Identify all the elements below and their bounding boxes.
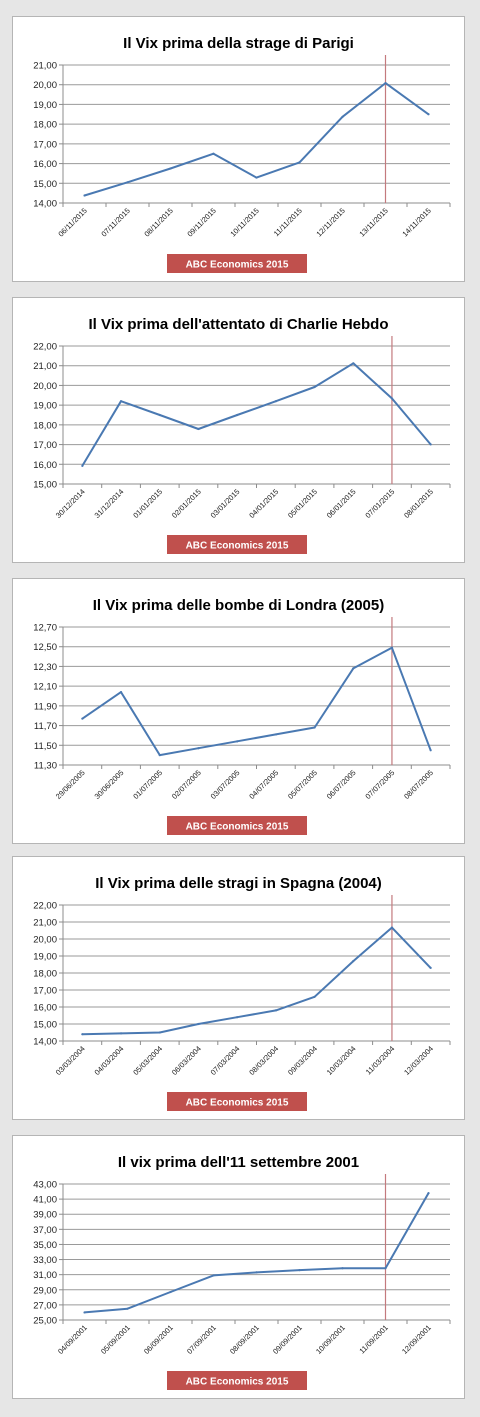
x-tick-label: 07/07/2005	[363, 768, 397, 801]
chart-svg	[13, 579, 464, 843]
data-point	[430, 967, 432, 969]
y-tick-label: 21,00	[33, 917, 57, 929]
y-tick-label: 16,00	[33, 459, 57, 471]
chart-panel-september-11	[12, 1135, 465, 1399]
x-tick-label: 10/03/2004	[324, 1044, 358, 1077]
x-tick-label: 08/07/2005	[402, 768, 436, 801]
data-point	[275, 400, 277, 402]
y-tick-label: 31,00	[33, 1270, 57, 1282]
x-tick-label: 05/01/2015	[286, 487, 319, 520]
data-point	[298, 161, 300, 163]
y-tick-label: 41,00	[33, 1194, 57, 1206]
data-point	[81, 1033, 83, 1035]
data-point	[236, 414, 238, 416]
data-point	[313, 726, 315, 728]
data-point	[391, 647, 393, 649]
chart-svg	[13, 17, 464, 281]
y-tick-label: 33,00	[33, 1255, 57, 1267]
x-tick-label: 05/09/2001	[99, 1323, 132, 1356]
data-point	[313, 996, 315, 998]
data-point	[83, 194, 85, 196]
series-line	[82, 363, 430, 466]
y-tick-label: 22,00	[33, 900, 57, 912]
x-tick-label: 30/06/2005	[92, 768, 126, 801]
x-tick-label: 07/11/2015	[99, 206, 132, 239]
watermark-text: ABC Economics 2015	[185, 821, 289, 833]
x-tick-label: 29/06/2005	[53, 768, 87, 801]
chart-title: Il Vix prima delle bombe di Londra (2005)	[92, 597, 385, 614]
x-tick-label: 06/09/2001	[142, 1323, 175, 1356]
x-tick-label: 08/09/2001	[228, 1323, 261, 1356]
y-tick-label: 22,00	[33, 341, 57, 353]
data-point	[352, 362, 354, 364]
y-tick-label: 11,90	[33, 701, 57, 713]
x-tick-label: 06/01/2015	[324, 487, 358, 520]
x-tick-label: 11/11/2015	[271, 206, 304, 239]
watermark-text: ABC Economics 2015	[185, 540, 289, 552]
chart-panel-london	[12, 578, 465, 844]
x-tick-label: 30/12/2014	[53, 487, 87, 520]
data-point	[427, 1192, 429, 1194]
x-tick-label: 05/07/2005	[286, 768, 319, 801]
y-tick-label: 29,00	[33, 1285, 57, 1297]
y-tick-label: 35,00	[33, 1239, 57, 1251]
data-point	[159, 1031, 161, 1033]
y-tick-label: 14,00	[33, 198, 57, 210]
x-tick-label: 11/09/2001	[357, 1323, 390, 1356]
x-tick-label: 03/03/2004	[53, 1044, 87, 1077]
x-tick-label: 07/03/2004	[208, 1044, 242, 1077]
y-tick-label: 11,70	[33, 721, 57, 733]
data-point	[427, 113, 429, 115]
watermark-text: ABC Economics 2015	[185, 1376, 289, 1388]
y-tick-label: 43,00	[33, 1179, 57, 1191]
series-line	[85, 1193, 429, 1312]
data-point	[430, 443, 432, 445]
y-tick-label: 18,00	[33, 968, 57, 980]
data-point	[341, 1267, 343, 1269]
data-point	[391, 397, 393, 399]
data-point	[120, 1032, 122, 1034]
x-tick-label: 06/11/2015	[56, 206, 89, 239]
x-tick-label: 10/09/2001	[314, 1323, 347, 1356]
y-tick-label: 15,00	[33, 178, 57, 190]
data-point	[341, 116, 343, 118]
data-point	[197, 1023, 199, 1025]
data-point	[384, 82, 386, 84]
chart-panel-spain	[12, 856, 465, 1120]
data-point	[236, 740, 238, 742]
x-tick-label: 13/11/2015	[357, 206, 390, 239]
x-tick-label: 06/03/2004	[169, 1044, 203, 1077]
y-tick-label: 17,00	[33, 139, 57, 151]
x-tick-label: 02/07/2005	[169, 768, 203, 801]
x-tick-label: 09/03/2004	[286, 1044, 319, 1077]
y-tick-label: 16,00	[33, 1002, 57, 1014]
data-point	[83, 1311, 85, 1313]
data-point	[255, 1271, 257, 1273]
data-point	[352, 960, 354, 962]
y-tick-label: 39,00	[33, 1209, 57, 1221]
data-point	[275, 733, 277, 735]
x-tick-label: 12/09/2001	[400, 1323, 433, 1356]
chart-svg	[13, 1136, 464, 1398]
x-tick-label: 11/03/2004	[363, 1044, 397, 1077]
y-tick-label: 19,00	[33, 400, 57, 412]
y-tick-label: 12,70	[33, 622, 57, 634]
data-point	[159, 754, 161, 756]
x-tick-label: 03/01/2015	[208, 487, 242, 520]
x-tick-label: 06/07/2005	[324, 768, 358, 801]
x-tick-label: 02/01/2015	[169, 487, 203, 520]
x-tick-label: 10/11/2015	[228, 206, 261, 239]
data-point	[169, 1291, 171, 1293]
y-tick-label: 18,00	[33, 119, 57, 131]
chart-panel-charlie-hebdo	[12, 297, 465, 563]
data-point	[126, 181, 128, 183]
x-tick-label: 14/11/2015	[400, 206, 433, 239]
y-tick-label: 21,00	[33, 361, 57, 373]
x-tick-label: 04/09/2001	[56, 1323, 89, 1356]
chart-panel-paris	[12, 16, 465, 282]
data-point	[120, 691, 122, 693]
x-tick-label: 31/12/2014	[92, 487, 126, 520]
x-tick-label: 09/09/2001	[271, 1323, 304, 1356]
data-point	[159, 414, 161, 416]
data-point	[352, 667, 354, 669]
x-tick-label: 12/11/2015	[314, 206, 347, 239]
y-tick-label: 19,00	[33, 951, 57, 963]
x-tick-label: 04/03/2004	[92, 1044, 126, 1077]
y-tick-label: 37,00	[33, 1224, 57, 1236]
x-tick-label: 04/07/2005	[247, 768, 281, 801]
y-tick-label: 11,50	[33, 740, 57, 752]
x-tick-label: 01/01/2015	[131, 487, 165, 520]
x-tick-label: 04/01/2015	[247, 487, 281, 520]
data-point	[120, 400, 122, 402]
series-line	[82, 648, 430, 755]
x-tick-label: 07/01/2015	[363, 487, 397, 520]
y-tick-label: 20,00	[33, 80, 57, 92]
y-tick-label: 25,00	[33, 1315, 57, 1327]
x-tick-label: 08/03/2004	[247, 1044, 281, 1077]
y-tick-label: 20,00	[33, 934, 57, 946]
y-tick-label: 27,00	[33, 1300, 57, 1312]
x-tick-label: 01/07/2005	[131, 768, 165, 801]
y-tick-label: 12,30	[33, 661, 57, 673]
y-tick-label: 20,00	[33, 380, 57, 392]
y-tick-label: 15,00	[33, 479, 57, 491]
y-tick-label: 17,00	[33, 440, 57, 452]
data-point	[430, 749, 432, 751]
series-line	[82, 928, 430, 1035]
chart-title: Il vix prima dell'11 settembre 2001	[117, 1154, 360, 1171]
chart-title: Il Vix prima delle stragi in Spagna (2004)	[95, 875, 382, 892]
data-point	[81, 718, 83, 720]
x-tick-label: 12/03/2004	[402, 1044, 436, 1077]
x-tick-label: 09/11/2015	[185, 206, 218, 239]
data-point	[255, 176, 257, 178]
y-tick-label: 17,00	[33, 985, 57, 997]
y-tick-label: 18,00	[33, 420, 57, 432]
y-tick-label: 11,30	[33, 760, 57, 772]
watermark-text: ABC Economics 2015	[185, 1097, 289, 1109]
x-tick-label: 03/07/2005	[208, 768, 242, 801]
y-tick-label: 12,10	[33, 681, 57, 693]
y-tick-label: 15,00	[33, 1019, 57, 1031]
data-point	[384, 1267, 386, 1269]
y-tick-label: 19,00	[33, 99, 57, 111]
y-tick-label: 21,00	[33, 60, 57, 72]
chart-title: Il Vix prima dell'attentato di Charlie Hebdo	[88, 316, 389, 333]
data-point	[275, 1009, 277, 1011]
data-point	[313, 386, 315, 388]
data-point	[236, 1016, 238, 1018]
chart-svg	[13, 857, 464, 1119]
x-tick-label: 05/03/2004	[131, 1044, 165, 1077]
chart-svg	[13, 298, 464, 562]
data-point	[197, 428, 199, 430]
x-tick-label: 08/01/2015	[402, 487, 436, 520]
data-point	[81, 465, 83, 467]
y-tick-label: 12,50	[33, 642, 57, 654]
y-tick-label: 14,00	[33, 1036, 57, 1048]
data-point	[212, 153, 214, 155]
x-tick-label: 07/09/2001	[185, 1323, 218, 1356]
data-point	[197, 747, 199, 749]
data-point	[212, 1274, 214, 1276]
data-point	[126, 1308, 128, 1310]
data-point	[391, 927, 393, 929]
data-point	[298, 1269, 300, 1271]
watermark-text: ABC Economics 2015	[185, 259, 289, 271]
y-tick-label: 16,00	[33, 159, 57, 171]
chart-title: Il Vix prima della strage di Parigi	[123, 35, 354, 52]
data-point	[169, 167, 171, 169]
x-tick-label: 08/11/2015	[142, 206, 175, 239]
